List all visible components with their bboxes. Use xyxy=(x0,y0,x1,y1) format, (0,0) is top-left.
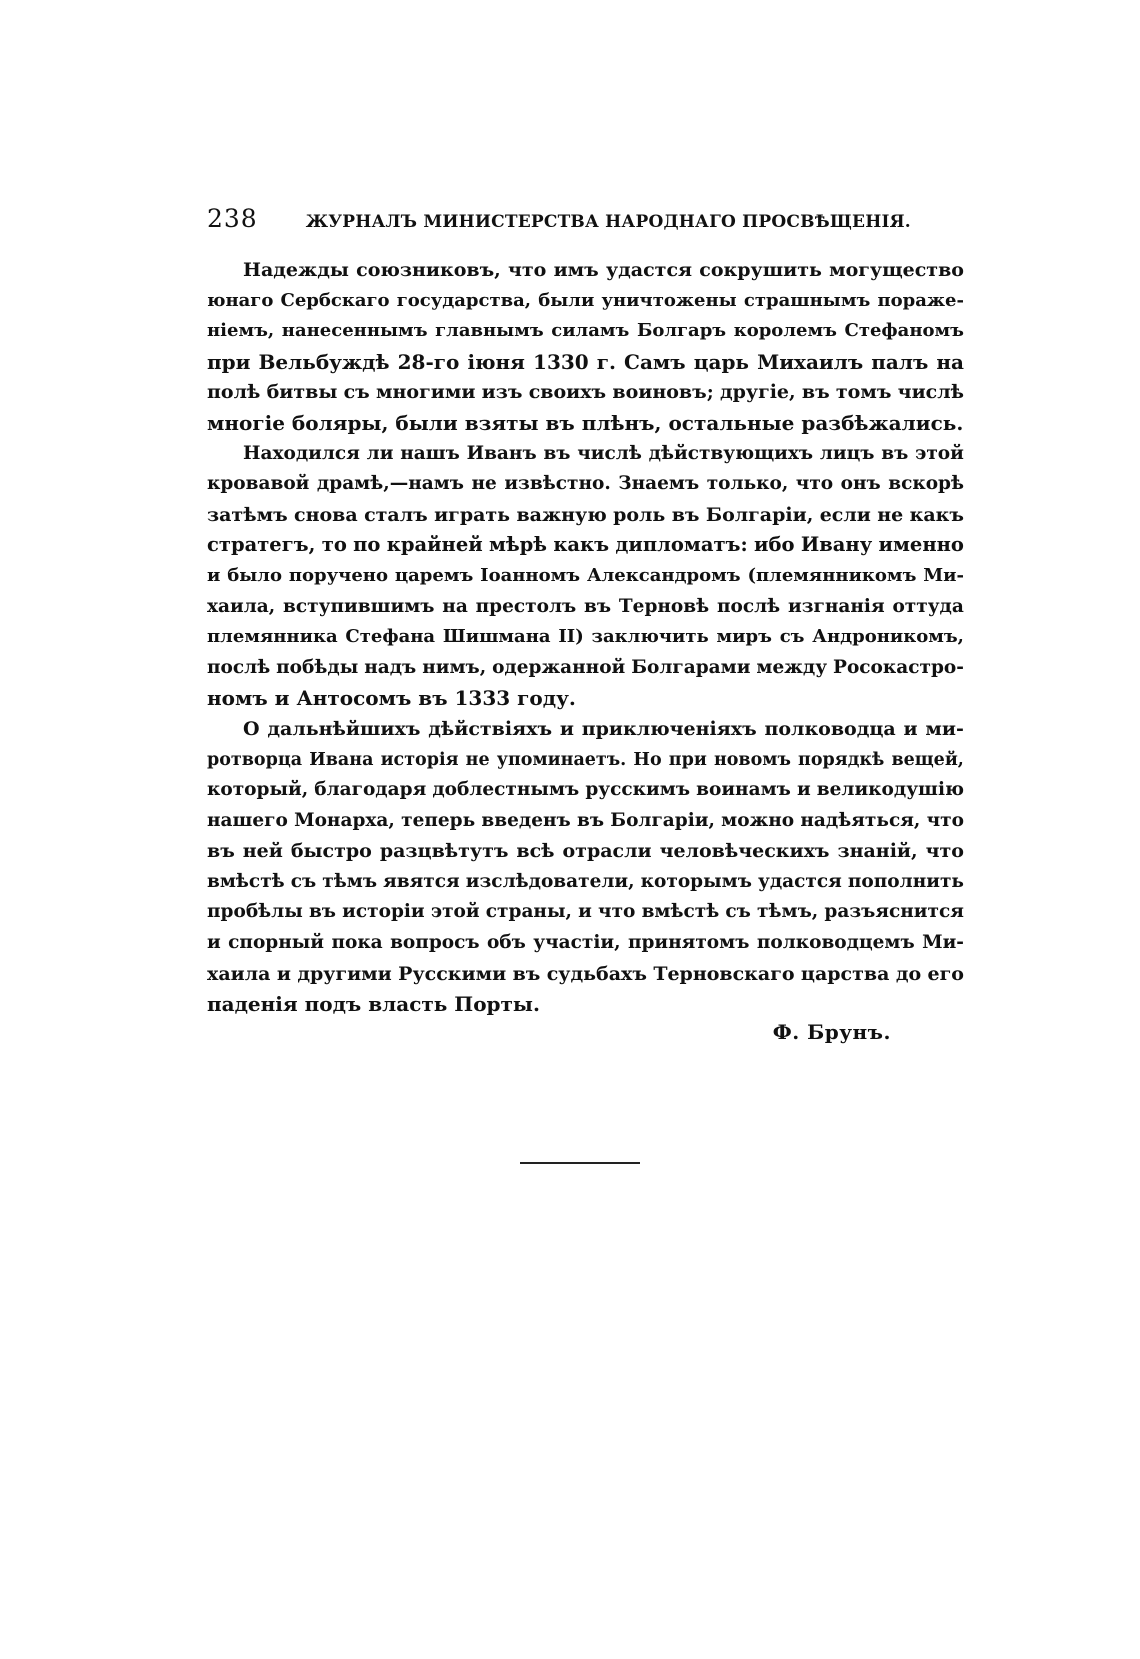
text-line: въ ней быстро разцвѣтутъ всѣ отрасли человѣческихъ знаній, что xyxy=(207,840,964,863)
text-line: паденія подъ власть Порты. xyxy=(207,992,540,1017)
page-header xyxy=(207,204,964,238)
text-line: вмѣстѣ съ тѣмъ явятся изслѣдователи, которымъ удастся пополнить xyxy=(207,870,964,892)
author-signature: Ф. Брунъ. xyxy=(772,1020,891,1044)
text-line: хаила и другими Русскими въ судьбахъ Терновскаго царства до его xyxy=(207,962,964,985)
running-head: ЖУРНАЛЪ МИНИСТЕРСТВА НАРОДНАГО ПРОСВѢЩЕНІЯ. xyxy=(305,212,911,232)
text-line: и спорный пока вопросъ объ участіи, принятомъ полководцемъ Ми- xyxy=(207,932,964,954)
paragraph xyxy=(207,714,964,1020)
article-body xyxy=(207,255,964,1020)
text-line: кровавой драмѣ,—намъ не извѣстно. Знаемъ только, что онъ вскорѣ xyxy=(207,473,964,495)
text-line: стратегъ, то по крайней мѣрѣ какъ дипломатъ: ибо Ивану именно xyxy=(207,533,964,557)
text-line: затѣмъ снова сталъ играть важную роль въ Болгаріи, если не какъ xyxy=(207,503,964,526)
text-line: который, благодаря доблестнымъ русскимъ воинамъ и великодушію xyxy=(207,779,964,801)
text-line: и было поручено царемъ Іоанномъ Александромъ (племянникомъ Ми- xyxy=(207,564,964,586)
paragraph xyxy=(207,439,964,714)
text-line: многіе боляры, были взяты въ плѣнъ, остальные разбѣжались. xyxy=(207,410,964,435)
text-line: ротворца Ивана исторія не упоминаетъ. Но при новомъ порядкѣ вещей, xyxy=(207,749,964,770)
text-line: пробѣлы въ исторіи этой страны, и что вмѣстѣ съ тѣмъ, разъяснится xyxy=(207,901,964,923)
text-line: Находился ли нашъ Иванъ въ числѣ дѣйствующихъ лицъ въ этой xyxy=(243,442,964,464)
text-line: ніемъ, нанесеннымъ главнымъ силамъ Болгаръ королемъ Стефаномъ xyxy=(207,320,964,342)
page-number: 238 xyxy=(207,204,258,233)
text-line: при Вельбуждѣ 28-го іюня 1330 г. Самъ царь Михаилъ палъ на xyxy=(207,349,964,374)
text-line: Надежды союзниковъ, что имъ удастся сокрушить могущество xyxy=(243,259,964,281)
text-line: нашего Монарха, теперь введенъ въ Болгаріи, можно надѣяться, что xyxy=(207,809,964,831)
text-line: хаила, вступившимъ на престолъ въ Терновѣ послѣ изгнанія оттуда xyxy=(207,595,964,617)
text-line: племянника Стефана Шишмана II) заключить миръ съ Андроникомъ, xyxy=(207,626,964,648)
text-line: полѣ битвы съ многими изъ своихъ воиновъ; другіе, въ томъ числѣ xyxy=(207,381,964,404)
text-line: юнаго Сербскаго государства, были уничтожены страшнымъ пораже- xyxy=(207,289,964,311)
text-line: О дальнѣйшихъ дѣйствіяхъ и приключеніяхъ полководца и ми- xyxy=(243,717,964,740)
paragraph xyxy=(207,255,964,439)
end-rule xyxy=(520,1162,640,1164)
text-line: послѣ побѣды надъ нимъ, одержанной Болгарами между Росокастро- xyxy=(207,656,964,678)
text-line: номъ и Антосомъ въ 1333 году. xyxy=(207,686,576,711)
